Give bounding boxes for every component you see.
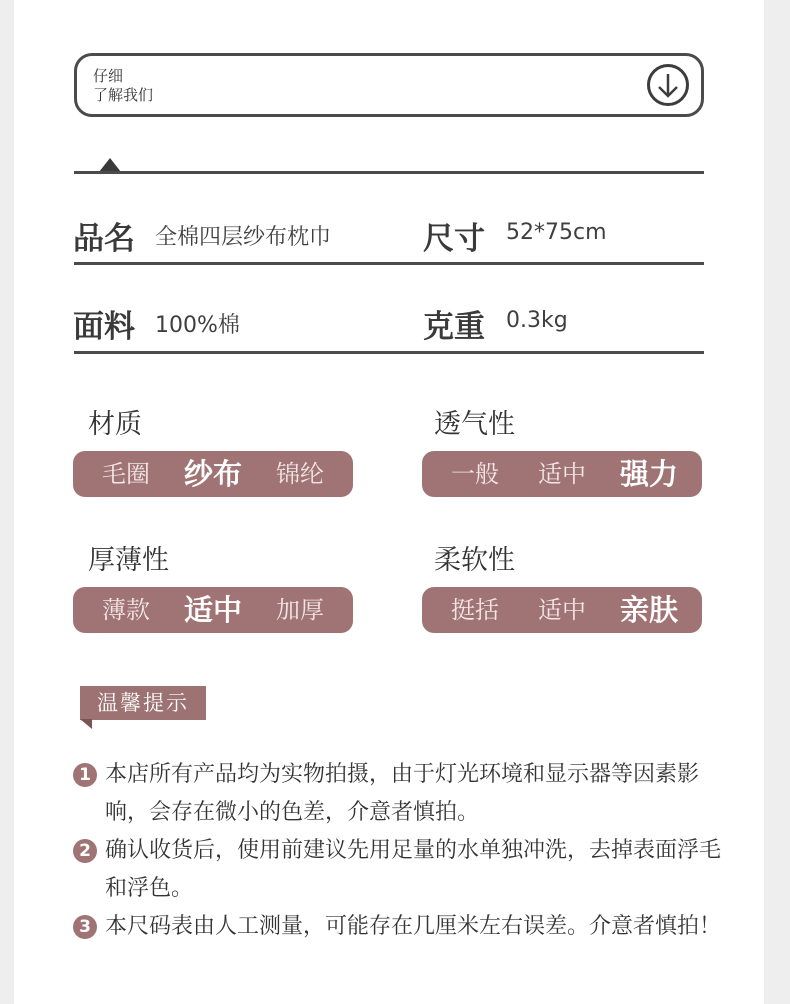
product-detail-page bbox=[14, 0, 764, 1004]
spec-value-weight: 0.3kg bbox=[506, 308, 568, 333]
attr-option: 一般 bbox=[451, 460, 499, 488]
attr-option-selected: 纱布 bbox=[183, 457, 242, 491]
attr-option-selected: 适中 bbox=[183, 593, 242, 627]
attr-title-breathability: 透气性 bbox=[434, 409, 515, 440]
tip-item bbox=[73, 756, 723, 832]
spec-value-size: 52*75cm bbox=[506, 220, 607, 245]
banner-title-line-2: 了解我们 bbox=[93, 86, 154, 104]
attr-option: 锦纶 bbox=[276, 460, 324, 488]
spec-label-fabric: 面料 bbox=[73, 309, 135, 345]
spec-label-name: 品名 bbox=[73, 221, 135, 257]
attr-option: 适中 bbox=[538, 596, 586, 624]
tip-text: 本店所有产品均为实物拍摄，由于灯光环境和显示器等因素影响，会存在微小的色差，介意者慎拍。 bbox=[105, 762, 700, 825]
attr-title-softness: 柔软性 bbox=[434, 545, 515, 576]
tip-item bbox=[73, 908, 723, 946]
attr-option-selected: 强力 bbox=[619, 457, 678, 491]
tips-title-badge: 温馨提示 bbox=[80, 686, 206, 720]
attr-option: 加厚 bbox=[276, 596, 324, 624]
spec-value-fabric: 100%棉 bbox=[155, 313, 240, 338]
attr-scale-breathability bbox=[422, 451, 702, 497]
attr-scale-thickness bbox=[73, 587, 353, 633]
attr-option: 挺括 bbox=[451, 596, 499, 624]
spec-row-divider bbox=[74, 351, 704, 354]
attr-title-thickness: 厚薄性 bbox=[88, 545, 169, 576]
triangle-marker-icon bbox=[99, 158, 121, 172]
tip-text: 确认收货后，使用前建议先用足量的水单独冲洗，去掉表面浮毛和浮色。 bbox=[105, 838, 722, 901]
section-divider bbox=[74, 171, 704, 174]
tip-number-icon: 3 bbox=[73, 915, 97, 939]
badge-fold-decoration bbox=[80, 719, 92, 729]
attr-option-selected: 亲肤 bbox=[619, 593, 678, 627]
learn-more-banner[interactable] bbox=[74, 53, 704, 117]
attr-scale-material bbox=[73, 451, 353, 497]
attr-option: 薄款 bbox=[102, 596, 150, 624]
attr-option: 适中 bbox=[538, 460, 586, 488]
tip-number-icon: 2 bbox=[73, 839, 97, 863]
spec-value-name: 全棉四层纱布枕巾 bbox=[155, 225, 332, 250]
tip-item bbox=[73, 832, 723, 908]
banner-title-line-1: 仔细 bbox=[93, 67, 124, 85]
arrow-down-circle-icon[interactable] bbox=[647, 64, 689, 106]
attr-option: 毛圈 bbox=[102, 460, 150, 488]
spec-label-weight: 克重 bbox=[423, 309, 485, 345]
spec-row-divider bbox=[74, 262, 704, 265]
banner-title bbox=[93, 67, 153, 105]
attr-scale-softness bbox=[422, 587, 702, 633]
attr-title-material: 材质 bbox=[88, 409, 142, 440]
tip-text: 本尺码表由人工测量，可能存在几厘米左右误差。介意者慎拍！ bbox=[105, 914, 722, 939]
tip-number-icon: 1 bbox=[73, 763, 97, 787]
spec-label-size: 尺寸 bbox=[423, 221, 485, 257]
